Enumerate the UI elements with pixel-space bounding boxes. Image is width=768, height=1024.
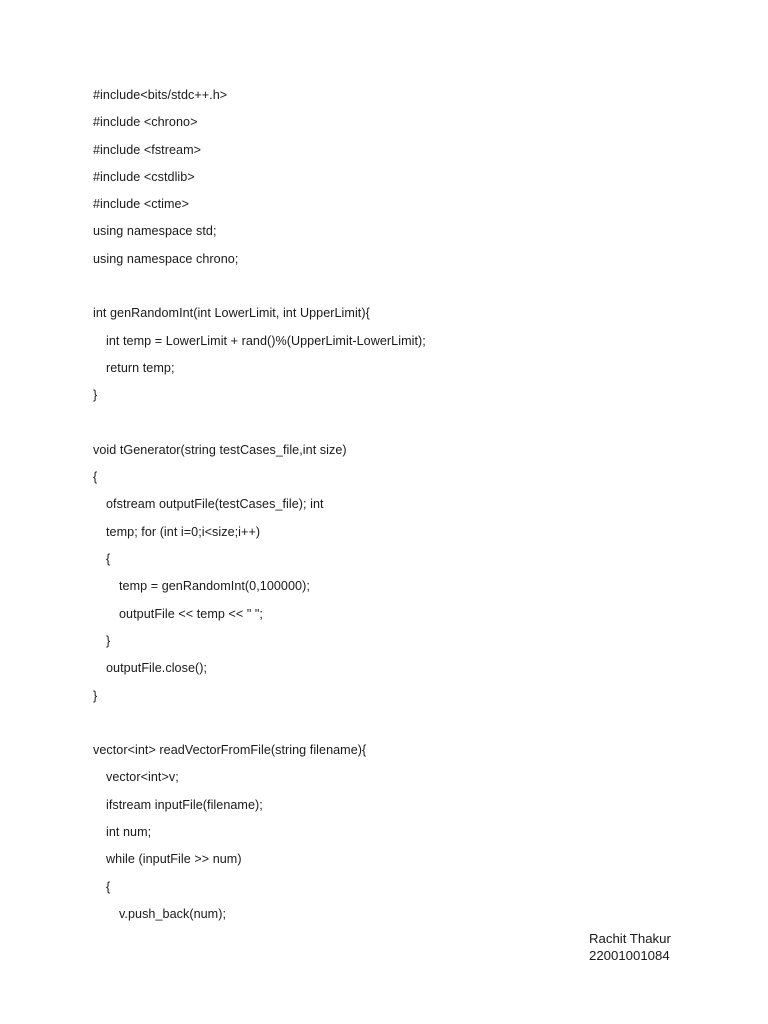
code-line-include-cstdlib: #include <cstdlib> [93,169,195,184]
code-line-open-brace: { [106,879,111,894]
code-blank-line [93,413,713,440]
author-id: 22001001084 [589,948,670,963]
code-line-temp-random: temp = genRandomInt(0,100000); [119,579,310,594]
code-line-outputfile-write: outputFile << temp << " "; [119,606,263,621]
code-line-ifstream: ifstream inputFile(filename); [106,797,263,812]
code-line-close-brace: } [106,633,111,648]
code-line-using-chrono: using namespace chrono; [93,251,239,266]
code-line-push-back: v.push_back(num); [119,906,227,921]
code-listing [93,85,713,931]
code-line-close-brace: } [93,388,98,403]
code-line-include-bits: #include<bits/stdc++.h> [93,88,228,102]
code-line-genrandomint-signature: int genRandomInt(int LowerLimit, int UpperLimit){ [93,306,370,321]
author-block [589,930,671,964]
code-line-using-std: using namespace std; [93,224,217,239]
code-line-readvector-signature: vector<int> readVectorFromFile(string filename){ [93,743,367,758]
code-line-while-loop: while (inputFile >> num) [106,852,242,867]
code-line-close-brace: } [93,688,98,703]
code-line-outputfile-close: outputFile.close(); [106,661,208,676]
code-line-tgenerator-signature: void tGenerator(string testCases_file,int size) [93,442,347,457]
code-line-include-chrono: #include <chrono> [93,115,198,130]
code-line-include-fstream: #include <fstream> [93,142,202,157]
code-line-return-temp: return temp; [106,360,175,375]
author-name: Rachit Thakur [589,931,671,946]
code-line-open-brace: { [93,470,98,485]
code-blank-line [93,713,713,740]
code-blank-line [93,276,713,303]
code-line-ofstream: ofstream outputFile(testCases_file); int [106,497,324,512]
code-line-int-num: int num; [106,825,152,840]
code-line-include-ctime: #include <ctime> [93,197,190,212]
code-line-open-brace: { [106,552,111,567]
code-line-for-loop: temp; for (int i=0;i<size;i++) [106,524,261,539]
code-line-vector-decl: vector<int>v; [106,770,179,785]
code-line-temp-assign: int temp = LowerLimit + rand()%(UpperLimit-LowerLimit); [106,333,426,348]
